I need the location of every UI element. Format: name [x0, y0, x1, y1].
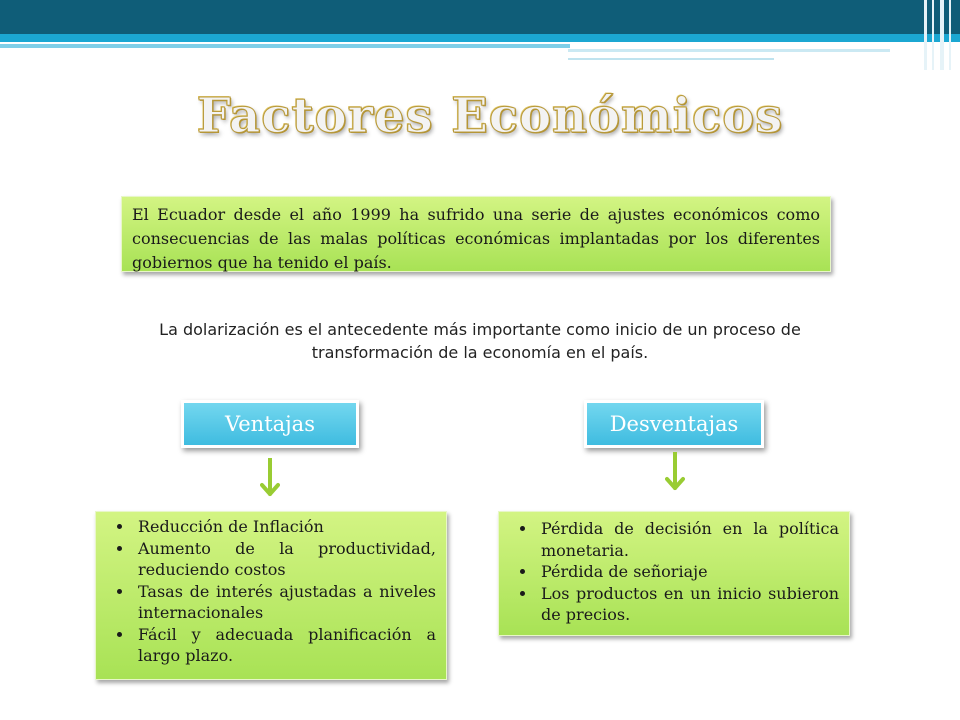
- header-band-blue: [0, 34, 960, 42]
- disadvantages-list: [507, 518, 839, 626]
- slide-title: Factores Económicos: [196, 88, 784, 144]
- advantages-list: [104, 516, 436, 667]
- list-item: • Los productos en un inicio subieron de precios.: [537, 583, 839, 626]
- advantages-box: [95, 511, 447, 680]
- list-item: • Reducción de Inflación: [134, 516, 436, 538]
- list-item: • Fácil y adecuada planificación a largo plazo.: [134, 624, 436, 667]
- list-item: • Aumento de la productividad, reduciendo costos: [134, 538, 436, 581]
- header-accent-line: [0, 44, 570, 48]
- advantages-label: Ventajas: [181, 400, 359, 448]
- list-item: • Tasas de interés ajustadas a niveles internacionales: [134, 581, 436, 624]
- arrow-down-icon: [665, 452, 685, 492]
- intro-box: [121, 196, 831, 272]
- header-band-dark: [0, 0, 960, 34]
- header-accent-line: [568, 58, 774, 60]
- list-item: • Pérdida de decisión en la política monetaria.: [537, 518, 839, 561]
- intro-text: El Ecuador desde el año 1999 ha sufrido una serie de ajustes económicos como consecuencias de las malas políticas económicas implantadas por los diferentes gobiernos que ha tenido el país.: [132, 205, 820, 272]
- dollarization-text: La dolarización es el antecedente más importante como inicio de un proceso de transformación de la economía en el país.: [159, 320, 801, 362]
- disadvantages-label: Desventajas: [584, 400, 764, 448]
- arrow-down-icon: [260, 458, 280, 498]
- disadvantages-box: [498, 511, 850, 636]
- list-item: • Pérdida de señoriaje: [537, 561, 839, 583]
- header-accent-line: [568, 49, 890, 52]
